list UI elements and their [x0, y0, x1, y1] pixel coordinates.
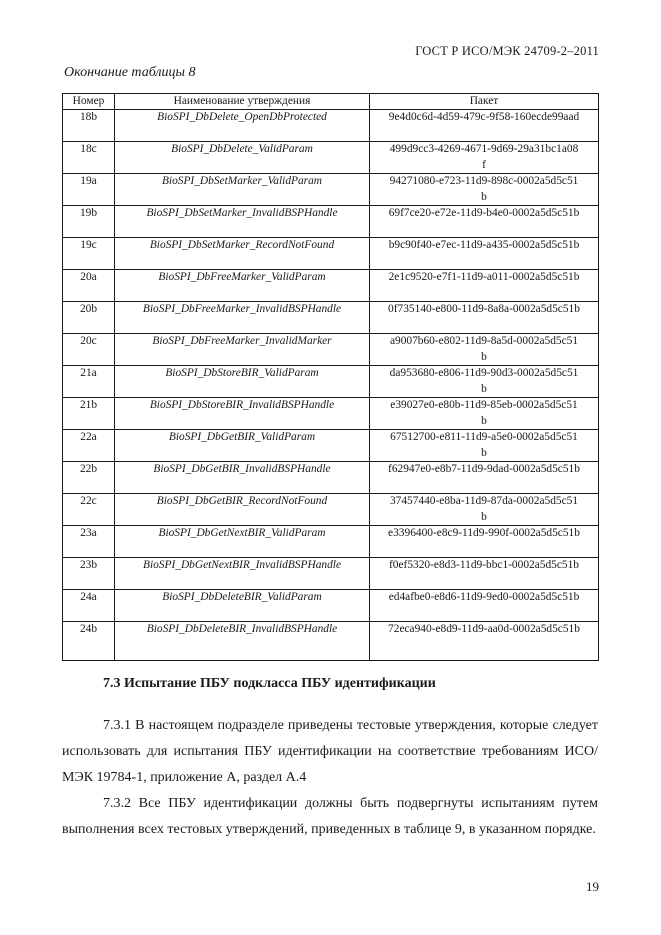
- cell-number: 19a: [63, 174, 115, 206]
- cell-number: 22c: [63, 494, 115, 526]
- cell-number: 18b: [63, 110, 115, 142]
- document-header: ГОСТ Р ИСО/МЭК 24709-2–2011: [415, 44, 599, 58]
- table-row: [63, 302, 599, 334]
- cell-assertion-name: BioSPI_DbSetMarker_ValidParam: [115, 174, 370, 206]
- cell-number: 24a: [63, 590, 115, 622]
- cell-number: 19b: [63, 206, 115, 238]
- cell-number: 22a: [63, 430, 115, 462]
- cell-assertion-name: BioSPI_DbSetMarker_InvalidBSPHandle: [115, 206, 370, 238]
- table-row: [63, 526, 599, 558]
- table-row: [63, 494, 599, 526]
- paragraph-7-3-1: 7.3.1 В настоящем подразделе приведены тестовые утверждения, которые следует использовать для испытания ПБУ идентификации на соответствие требованиям ИСО/МЭК 19784-1, приложение А, раздел А.4: [62, 718, 598, 785]
- table-row: [63, 238, 599, 270]
- column-header-name: Наименование утверждения: [115, 94, 370, 110]
- cell-number: 22b: [63, 462, 115, 494]
- cell-assertion-name: BioSPI_DbGetNextBIR_ValidParam: [115, 526, 370, 558]
- cell-packet: 67512700-e811-11d9-a5e0-0002a5d5c51b: [370, 430, 599, 462]
- cell-assertion-name: BioSPI_DbStoreBIR_ValidParam: [115, 366, 370, 398]
- cell-assertion-name: BioSPI_DbGetBIR_ValidParam: [115, 430, 370, 462]
- cell-packet: f62947e0-e8b7-11d9-9dad-0002a5d5c51b: [370, 462, 599, 494]
- cell-number: 20b: [63, 302, 115, 334]
- table-row: [63, 334, 599, 366]
- cell-packet: 499d9cc3-4269-4671-9d69-29a31bc1a08f: [370, 142, 599, 174]
- table-header-row: [63, 94, 599, 110]
- cell-packet: a9007b60-e802-11d9-8a5d-0002a5d5c51b: [370, 334, 599, 366]
- cell-assertion-name: BioSPI_DbFreeMarker_InvalidBSPHandle: [115, 302, 370, 334]
- cell-packet: b9c90f40-e7ec-11d9-a435-0002a5d5c51b: [370, 238, 599, 270]
- table-row: [63, 270, 599, 302]
- cell-assertion-name: BioSPI_DbSetMarker_RecordNotFound: [115, 238, 370, 270]
- cell-packet: 2e1c9520-e7f1-11d9-a011-0002a5d5c51b: [370, 270, 599, 302]
- table-row: [63, 174, 599, 206]
- cell-packet: 0f735140-e800-11d9-8a8a-0002a5d5c51b: [370, 302, 599, 334]
- cell-packet: f0ef5320-e8d3-11d9-bbc1-0002a5d5c51b: [370, 558, 599, 590]
- cell-packet: e39027e0-e80b-11d9-85eb-0002a5d5c51b: [370, 398, 599, 430]
- table-caption: Окончание таблицы 8: [64, 65, 196, 80]
- assertions-table: [62, 93, 599, 661]
- column-header-number: Номер: [63, 94, 115, 110]
- cell-assertion-name: BioSPI_DbGetBIR_RecordNotFound: [115, 494, 370, 526]
- cell-number: 20a: [63, 270, 115, 302]
- paragraph-7-3-2: 7.3.2 Все ПБУ идентификации должны быть подвергнуты испытаниям путем выполнения всех тестовых утверждений, приведенных в таблице 9, в указанном порядке.: [62, 796, 598, 837]
- cell-number: 23a: [63, 526, 115, 558]
- page-number: 19: [586, 879, 599, 894]
- cell-packet: e3396400-e8c9-11d9-990f-0002a5d5c51b: [370, 526, 599, 558]
- table-row: [63, 110, 599, 142]
- cell-number: 19c: [63, 238, 115, 270]
- cell-packet: 9e4d0c6d-4d59-479c-9f58-160ecde99aad: [370, 110, 599, 142]
- table-row: [63, 398, 599, 430]
- table-row: [63, 366, 599, 398]
- cell-assertion-name: BioSPI_DbFreeMarker_InvalidMarker: [115, 334, 370, 366]
- table-row: [63, 430, 599, 462]
- cell-assertion-name: BioSPI_DbGetNextBIR_InvalidBSPHandle: [115, 558, 370, 590]
- table-row: [63, 622, 599, 661]
- cell-packet: 37457440-e8ba-11d9-87da-0002a5d5c51b: [370, 494, 599, 526]
- table-row: [63, 142, 599, 174]
- cell-number: 20c: [63, 334, 115, 366]
- column-header-packet: Пакет: [370, 94, 599, 110]
- cell-packet: da953680-e806-11d9-90d3-0002a5d5c51b: [370, 366, 599, 398]
- table-row: [63, 590, 599, 622]
- cell-packet: 72eca940-e8d9-11d9-aa0d-0002a5d5c51b: [370, 622, 599, 661]
- cell-assertion-name: BioSPI_DbFreeMarker_ValidParam: [115, 270, 370, 302]
- table-row: [63, 206, 599, 238]
- cell-number: 21a: [63, 366, 115, 398]
- cell-assertion-name: BioSPI_DbGetBIR_InvalidBSPHandle: [115, 462, 370, 494]
- cell-number: 24b: [63, 622, 115, 661]
- table-row: [63, 462, 599, 494]
- cell-assertion-name: BioSPI_DbStoreBIR_InvalidBSPHandle: [115, 398, 370, 430]
- cell-packet: 94271080-e723-11d9-898c-0002a5d5c51b: [370, 174, 599, 206]
- cell-assertion-name: BioSPI_DbDeleteBIR_ValidParam: [115, 590, 370, 622]
- cell-assertion-name: BioSPI_DbDeleteBIR_InvalidBSPHandle: [115, 622, 370, 661]
- cell-number: 23b: [63, 558, 115, 590]
- cell-assertion-name: BioSPI_DbDelete_ValidParam: [115, 142, 370, 174]
- cell-assertion-name: BioSPI_DbDelete_OpenDbProtected: [115, 110, 370, 142]
- table-row: [63, 558, 599, 590]
- section-heading: 7.3 Испытание ПБУ подкласса ПБУ идентификации: [103, 676, 436, 691]
- cell-number: 21b: [63, 398, 115, 430]
- cell-number: 18c: [63, 142, 115, 174]
- cell-packet: ed4afbe0-e8d6-11d9-9ed0-0002a5d5c51b: [370, 590, 599, 622]
- cell-packet: 69f7ce20-e72e-11d9-b4e0-0002a5d5c51b: [370, 206, 599, 238]
